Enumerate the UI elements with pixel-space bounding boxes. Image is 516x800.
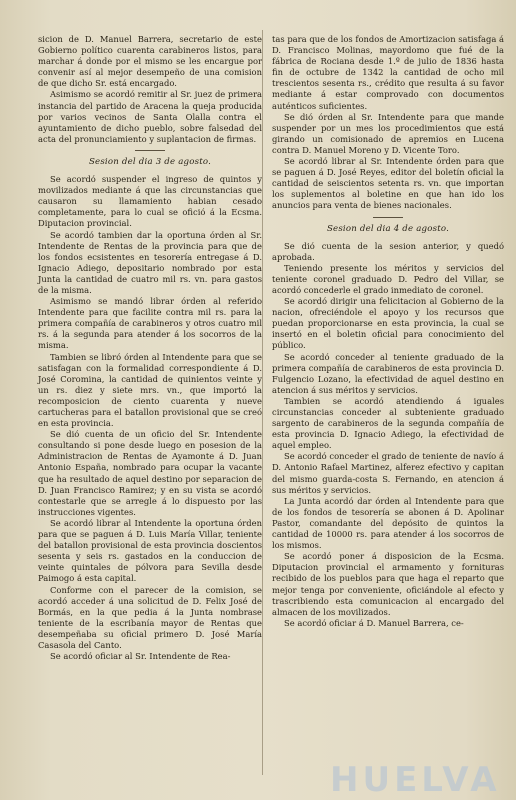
watermark-logo: HUELVA [330,760,501,800]
paragraph: Se acordó oficiar á D. Manuel Barrera, ce- [284,617,464,628]
paragraph: Se dió cuenta de un oficio del Sr. Intendente consultando si pone desde luego en posesion de la Administracion de Rentas de Ayamonte á D. Juan Antonio España, nombrado para ocupar la vacante que ha resultado de aquel destino por separacion de D. Juan Francisco Ramirez; y en su vista se acordó contestarle que se arregle á lo dispuesto por las instrucciones vigentes. [38,429,262,517]
paragraph: tas para que de los fondos de Amortizacion satisfaga á D. Francisco Molinas, mayordomo que fué de la fábrica de Rociana desde 1.º de julio de 1836 hasta fin de octubre de 1342 la cantidad de ocho mil trescientos sesenta rs., crédito que resulta á su favor mediante á estar comprovado con documentos auténticos suficientes. [272,34,504,111]
paragraph: sicion de D. Manuel Barrera, secretario de este Gobierno político cuarenta carabineros listos, para marchar á donde por el mismo se les encargue por convenir así al mejor desempeño de una comision de que dicho Sr. está encargado. [38,34,262,89]
session-heading: Sesion del dia 3 de agosto. [88,156,212,167]
paragraph: Tambien se acordó atendiendo á iguales circunstancias conceder al subteniente graduado sargento de carabineros de la segunda compañía de esta provincia D. Ignacio Adiego, la efectividad de aquel empleo. [272,395,504,451]
paragraph: Teniendo presente los méritos y servicios del teniente coronel graduado D. Pedro del Villar, se acordó concederle el grado inmediato de coronel. [272,262,504,295]
paragraph: Se acordó conceder el grado de teniente de navío á D. Antonio Rafael Martinez, alferez efectivo y capitan del mismo guarda-costa S. Fernando, en atencion á sus méritos y servicios. [272,451,504,495]
section-rule [135,150,165,151]
right-column [272,34,504,629]
paragraph: Asimismo se acordó remitir al Sr. juez de primera instancia del partido de Aracena la queja producida por varios vecinos de Santa Olalla contra el ayuntamiento de dicho pueblo, sobre falsedad del acta del pronunciamiento y suplantacion de firmas. [38,89,262,144]
session-heading: Sesion del dia 4 de agosto. [326,223,450,234]
paragraph: Se acordó dirigir una felicitacion al Gobierno de la nacion, ofreciéndole el apoyo y los recursos que puedan proporcionarse en esta provincia, la cual se insertó en el boletin oficial para conocimiento del público. [272,296,504,351]
column-divider [262,30,263,775]
section-rule [373,217,403,218]
paragraph: Se acordó conceder al teniente graduado de la primera compañía de carabineros de esta provincia D. Fulgencio Lozano, la efectividad de aquel destino en atencion á sus méritos y servicios. [272,351,504,395]
paragraph: La Junta acordó dar órden al Intendente para que de los fondos de tesorería se abonen á D. Apolinar Pastor, comandante del depósito de quintos la cantidad de 10000 rs. para atender á los socorros de los mismos. [272,495,504,551]
paragraph: Se dió órden al Sr. Intendente para que mande suspender por un mes los procedimientos que está girando un comisionado de apremios en Lucena contra D. Manuel Moreno y D. Vicente Toro. [272,111,504,155]
paragraph: Tambien se libró órden al Intendente para que se satisfagan con la formalidad correspondiente á D. José Coromina, la cantidad de quinientos veinte y un rs. diez y siete mrs. vn., que importó la recomposicion de ciento cuarenta y nueve cartucheras para el batallon provisional que se creó en esta provincia. [38,351,262,429]
paragraph: Se acordó tambien dar la oportuna órden al Sr. Intendente de Rentas de la provincia para que de los fondos ecsistentes en tesorería entregase á D. Ignacio Adiego, depositario nombrado por esta Junta la cantidad de cuatro mil rs. vn. para gastos de la misma. [38,229,262,295]
paragraph: Se acordó librar al Intendente la oportuna órden para que se paguen á D. Luis María Villar, teniente del batallon provisional de esta provincia doscientos sesenta y seis rs. gastados en la conduccion de veinte quintales de pólvora para Sevilla desde Paimogo á esta capital. [38,517,262,584]
paragraph: Se acordó suspender el ingreso de quintos y movilizados mediante á que las circunstancias que causaron su llamamiento habian cesado completamente, para lo cual se ofició á la Ecsma. Diputacion provincial. [38,174,262,229]
paragraph: Se acordó librar al Sr. Intendente órden para que se paguen á D. José Reyes, editor del boletín oficial la cantidad de seiscientos setenta rs. vn. que importan los suplementos al boletine en que han ido los anuncios para venta de bienes nacionales. [272,156,504,211]
paragraph: Se dió cuenta de la sesion anterior, y quedó aprobada. [272,240,504,262]
paragraph: Conforme con el parecer de la comision, se acordó acceder á una solicitud de D. Felix José de Bormás, en la que pedia á la Junta nombrase teniente de la escribanía mayor de Rentas que desempeñaba su oficial primero D. José María Casasola del Canto. [38,584,262,650]
paragraph: Se acordó oficiar al Sr. Intendente de Rea- [50,651,231,662]
paragraph: Asimismo se mandó librar órden al referido Intendente para que facilite contra mil rs. para la primera compañía de carabineros y otros cuatro mil rs. á la segunda para atender á los socorros de la misma. [38,296,262,351]
left-column [38,34,262,662]
paragraph: Se acordó poner á disposicion de la Ecsma. Diputacion provincial el armamento y fornituras recibido de los pueblos para que haga el reparto que mejor tenga por conveniente, oficiándole al efecto y trascribiendo esta comunicacion al encargado del almacen de los movilizados. [272,551,504,617]
